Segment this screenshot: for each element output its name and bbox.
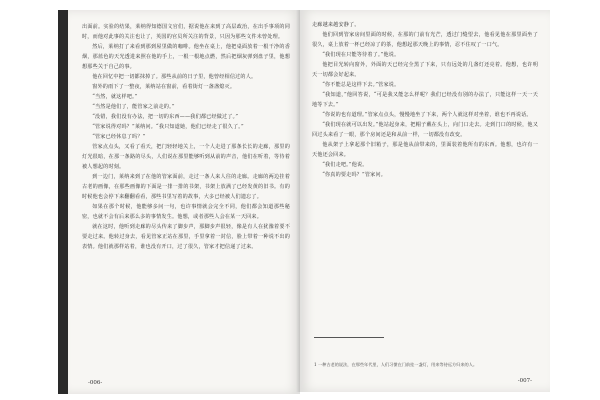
footnote-rule: [314, 337, 384, 338]
paragraph: “当然是他们了，能管家之前走的。”: [92, 104, 175, 110]
paragraph: “没错，我们没有办法，把一切的东西——我们都已经做过了。”: [92, 114, 239, 120]
paragraph: “你不能总是这样下去。”管家说。: [322, 82, 400, 88]
paragraph: “我知道，”他回答说，“可是我又能怎么样呢？我们已经没有别的办法了，只能这样一天一天地等下去。”: [312, 92, 538, 108]
left-page-number: -006-: [88, 380, 103, 386]
left-page-text: [82, 22, 290, 364]
paragraph: 到一边门，莱纳来到了在他的管家面前，走过一条人来人往的走廊。走廊的两边挂着古老的画像，在那些画像的下面是一排一排的书架，书架上放满了已经发黄的旧书。有的时候他也会停下来翻翻看看，那些书里写着的故事，大多已经被人们遗忘了。: [82, 174, 290, 200]
paragraph: 他把目光转向窗外，外面的天已经完全黑了下来，只有远处的几盏灯还亮着。他想，也许明天一切都会好起来。: [312, 62, 538, 78]
paragraph: 就在这时，他听到走廊的尽头传来了脚步声，那脚步声很轻，像是有人在犹豫着要不要走过来。他转过身去，看见管家正站在那里，手里拿着一封信，脸上带着一种说不出的表情。他们就那样站着，谁也没有开口，过了很久，管家才把信递了过来。: [82, 224, 290, 250]
paragraph: 他们回到管家房间里面的时候，在那的门前有光芒，透过门缝望去，他看见他在那里面坐了很久，桌上放着一杯已经凉了的茶，他想起那天晚上的事情，忍不住叹了一口气。: [312, 32, 538, 48]
paragraph: “当然，就这样吧。”: [92, 94, 138, 100]
paragraph: “你真的要走吗？”管家问。: [322, 172, 387, 178]
paragraph: 然后，莱纳打了来看到那到屋里做的咖啡。他坐在桌上，他把桌面放着一根干净的香烟，那蓝色的天光透进来照在他的手上，一根一根地点燃，然后把烟灰弹到盘子里，他想想那些关于自己的事。: [82, 44, 290, 70]
paragraph: 出面前。实验的结果，莱纳得知德国文官们，据说他在来到了高层政治，在出手事项的同时，而他对此事的关注也让了，英国的官员所关注的背景，只因为那些文件未曾处理。: [82, 24, 290, 40]
right-page: [300, 10, 550, 392]
paragraph: “我们走吧。”他说。: [322, 162, 368, 168]
right-page-number: -007-: [517, 378, 532, 384]
paragraph: “我们现在只能等待着了。”他说。: [322, 52, 400, 58]
paragraph: 如果在那个时候，他能够多问一句，也许事情就会完全不同，他们都会知道那些秘密，也就不会有后来那么多的事情发生。他想，或者那些人会在某一天回来。: [82, 204, 290, 220]
paragraph: “你说的也有道理。”管家点点头，慢慢地坐了下来，两个人就这样对坐着，谁也不再说话。: [322, 112, 532, 118]
paragraph: 他在回忆中把一切都抹掉了。那些从前的日子里，他曾经相信过的人。: [92, 74, 257, 80]
paragraph: “我们现在就可以出发。”他站起身来，把帽子戴在头上，向门口走去。走到门口的时候，他又回过头来看了一眼，那个房间还是和从前一样，一切都没有改变。: [312, 122, 538, 138]
paragraph: 走廊越来越安静了。: [312, 22, 360, 28]
paragraph: 管家点点头，又看了看天，把门轻轻地关上，一个人走进了那条长长的走廊，那里的灯光很暗，在那一条路的尽头，人们说在那里能够听到从前的声音，他们在听着，等待着被人想起的时刻。: [82, 144, 290, 170]
left-page: [58, 10, 300, 394]
right-page-text: [312, 20, 538, 330]
paragraph: “管家已经休息了吗？”: [92, 134, 146, 140]
paragraph: “管家说得对吗？”莱纳问。“我只知道她，他们已经走了很久了。”: [92, 124, 244, 130]
paragraph: 窗外的雨下了一整夜，莱纳站在窗前，看着街灯一盏盏熄灭。: [92, 84, 236, 90]
footnote: 1 一种古老的说法，在那些年代里，人们习惯在门前挂一盏灯，用来等待远方归来的人。: [314, 362, 478, 367]
paragraph: 他从架子上拿起那个旧箱子，那是他从前带来的，里面装着他所有的东西。他想，也许有一天他还会回来。: [312, 142, 538, 158]
